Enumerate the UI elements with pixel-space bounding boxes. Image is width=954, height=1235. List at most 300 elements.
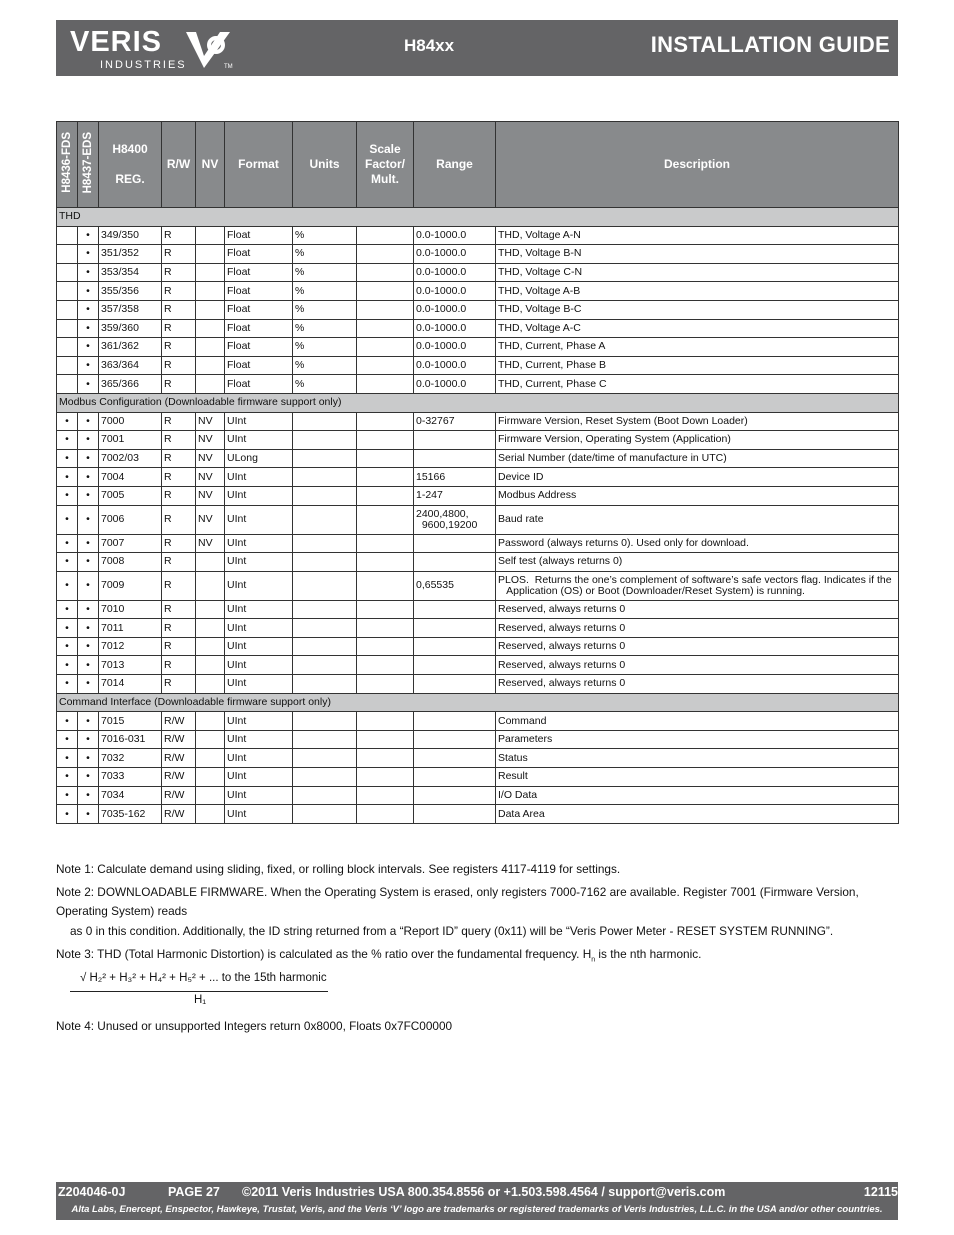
- cell-c2: •: [78, 226, 99, 245]
- cell-units: %: [293, 300, 357, 319]
- cell-reg: 7002/03: [99, 449, 162, 468]
- cell-desc: Baud rate: [496, 505, 899, 534]
- cell-reg: 7001: [99, 431, 162, 450]
- cell-units: %: [293, 226, 357, 245]
- cell-units: [293, 619, 357, 638]
- cell-c1: •: [57, 637, 78, 656]
- table-row: [57, 656, 899, 675]
- register-table: [56, 121, 899, 824]
- cell-rw: R: [162, 319, 196, 338]
- cell-scale: [357, 412, 414, 431]
- cell-units: [293, 449, 357, 468]
- section-header-row: [57, 693, 899, 712]
- cell-desc: THD, Voltage B-N: [496, 245, 899, 264]
- cell-units: [293, 675, 357, 694]
- cell-units: [293, 600, 357, 619]
- table-row: [57, 263, 899, 282]
- cell-c1: [57, 245, 78, 264]
- cell-reg: 7008: [99, 553, 162, 572]
- cell-c2: •: [78, 534, 99, 553]
- table-row: [57, 486, 899, 505]
- cell-c2: •: [78, 553, 99, 572]
- header-nv: NV: [196, 122, 225, 208]
- cell-c2: •: [78, 412, 99, 431]
- cell-rw: R: [162, 600, 196, 619]
- cell-c1: •: [57, 619, 78, 638]
- cell-rw: R: [162, 431, 196, 450]
- thd-formula: [56, 973, 898, 1017]
- cell-nv: NV: [196, 534, 225, 553]
- cell-nv: [196, 600, 225, 619]
- cell-desc: Reserved, always returns 0: [496, 656, 899, 675]
- cell-c2: •: [78, 263, 99, 282]
- cell-fmt: UInt: [225, 553, 293, 572]
- cell-nv: [196, 338, 225, 357]
- cell-scale: [357, 300, 414, 319]
- cell-rw: R: [162, 553, 196, 572]
- cell-reg: 7035-162: [99, 805, 162, 824]
- cell-range: 0.0-1000.0: [414, 226, 496, 245]
- cell-fmt: UInt: [225, 712, 293, 731]
- section-header-row: [57, 208, 899, 227]
- cell-c2: •: [78, 656, 99, 675]
- cell-c1: •: [57, 534, 78, 553]
- cell-nv: [196, 571, 225, 600]
- cell-scale: [357, 712, 414, 731]
- cell-range: 0.0-1000.0: [414, 375, 496, 394]
- cell-c1: •: [57, 712, 78, 731]
- cell-c1: •: [57, 805, 78, 824]
- table-row: [57, 226, 899, 245]
- cell-c1: [57, 282, 78, 301]
- cell-units: %: [293, 375, 357, 394]
- table-row: [57, 786, 899, 805]
- formula-denominator: H₁: [194, 994, 207, 1007]
- cell-range: 0.0-1000.0: [414, 338, 496, 357]
- cell-rw: R: [162, 338, 196, 357]
- cell-units: [293, 656, 357, 675]
- cell-c2: •: [78, 571, 99, 600]
- cell-desc: Reserved, always returns 0: [496, 637, 899, 656]
- cell-c1: •: [57, 730, 78, 749]
- cell-reg: 365/366: [99, 375, 162, 394]
- cell-scale: [357, 263, 414, 282]
- cell-fmt: UInt: [225, 786, 293, 805]
- cell-fmt: UInt: [225, 571, 293, 600]
- cell-c1: [57, 300, 78, 319]
- table-row: [57, 805, 899, 824]
- cell-desc: THD, Voltage A-N: [496, 226, 899, 245]
- cell-nv: NV: [196, 412, 225, 431]
- cell-range: [414, 619, 496, 638]
- table-row: [57, 449, 899, 468]
- header-description: Description: [496, 122, 899, 208]
- cell-c1: [57, 338, 78, 357]
- cell-rw: R: [162, 449, 196, 468]
- cell-fmt: UInt: [225, 637, 293, 656]
- cell-desc: Firmware Version, Operating System (Application): [496, 431, 899, 450]
- cell-fmt: Float: [225, 356, 293, 375]
- logo-wordmark: VERIS: [70, 26, 163, 58]
- section-title: Command Interface (Downloadable firmware support only): [57, 693, 899, 712]
- cell-c1: [57, 226, 78, 245]
- cell-rw: R: [162, 375, 196, 394]
- cell-scale: [357, 375, 414, 394]
- cell-scale: [357, 768, 414, 787]
- cell-c2: •: [78, 786, 99, 805]
- cell-desc: Data Area: [496, 805, 899, 824]
- cell-c2: •: [78, 675, 99, 694]
- cell-range: 0-32767: [414, 412, 496, 431]
- cell-nv: NV: [196, 468, 225, 487]
- cell-c2: •: [78, 637, 99, 656]
- cell-nv: [196, 675, 225, 694]
- cell-scale: [357, 656, 414, 675]
- cell-nv: [196, 356, 225, 375]
- cell-scale: [357, 282, 414, 301]
- cell-units: [293, 805, 357, 824]
- cell-rw: R: [162, 571, 196, 600]
- cell-nv: [196, 553, 225, 572]
- cell-scale: [357, 637, 414, 656]
- cell-rw: R: [162, 412, 196, 431]
- cell-units: %: [293, 282, 357, 301]
- cell-rw: R: [162, 486, 196, 505]
- cell-reg: 7009: [99, 571, 162, 600]
- cell-units: [293, 468, 357, 487]
- table-row: [57, 319, 899, 338]
- cell-reg: 7010: [99, 600, 162, 619]
- cell-c2: •: [78, 245, 99, 264]
- cell-c1: •: [57, 553, 78, 572]
- cell-units: %: [293, 319, 357, 338]
- cell-range: [414, 534, 496, 553]
- cell-scale: [357, 600, 414, 619]
- table-row: [57, 730, 899, 749]
- cell-range: 15166: [414, 468, 496, 487]
- table-row: [57, 712, 899, 731]
- cell-c2: •: [78, 712, 99, 731]
- cell-reg: 7013: [99, 656, 162, 675]
- cell-nv: [196, 786, 225, 805]
- cell-c2: •: [78, 768, 99, 787]
- cell-fmt: UInt: [225, 534, 293, 553]
- cell-scale: [357, 505, 414, 534]
- cell-scale: [357, 534, 414, 553]
- formula-numerator: √ H₂² + H₃² + H₄² + H₅² + ... to the 15th harmonic: [80, 972, 327, 985]
- table-row: [57, 534, 899, 553]
- cell-c2: •: [78, 449, 99, 468]
- page-footer: [56, 1182, 898, 1220]
- cell-range: [414, 600, 496, 619]
- cell-fmt: UInt: [225, 412, 293, 431]
- cell-desc: Reserved, always returns 0: [496, 619, 899, 638]
- cell-fmt: Float: [225, 245, 293, 264]
- cell-range: 0.0-1000.0: [414, 356, 496, 375]
- cell-desc: Parameters: [496, 730, 899, 749]
- cell-reg: 363/364: [99, 356, 162, 375]
- copyright-contact: ©2011 Veris Industries USA 800.354.8556 or +1.503.598.4564 / support@veris.com: [242, 1185, 726, 1199]
- cell-range: [414, 637, 496, 656]
- cell-fmt: UInt: [225, 749, 293, 768]
- cell-c1: •: [57, 600, 78, 619]
- cell-c1: •: [57, 468, 78, 487]
- cell-fmt: UInt: [225, 431, 293, 450]
- cell-reg: 359/360: [99, 319, 162, 338]
- cell-range: [414, 730, 496, 749]
- cell-fmt: UInt: [225, 619, 293, 638]
- cell-nv: [196, 300, 225, 319]
- cell-units: [293, 431, 357, 450]
- cell-c2: •: [78, 619, 99, 638]
- cell-nv: [196, 768, 225, 787]
- cell-units: %: [293, 338, 357, 357]
- cell-fmt: UInt: [225, 730, 293, 749]
- table-row: [57, 637, 899, 656]
- note-3: Note 3: THD (Total Harmonic Distortion) is calculated as the % ratio over the fundamental frequency. $H_n$ is the nth harmonic.: [56, 946, 702, 964]
- cell-c2: •: [78, 505, 99, 534]
- cell-desc: THD, Current, Phase A: [496, 338, 899, 357]
- table-row: [57, 431, 899, 450]
- cell-nv: NV: [196, 505, 225, 534]
- cell-reg: 7033: [99, 768, 162, 787]
- doc-number: Z204046-0J: [58, 1185, 126, 1199]
- cell-scale: [357, 245, 414, 264]
- cell-c1: •: [57, 675, 78, 694]
- section-title: Modbus Configuration (Downloadable firmware support only): [57, 393, 899, 412]
- cell-fmt: UInt: [225, 805, 293, 824]
- cell-scale: [357, 786, 414, 805]
- cell-rw: R: [162, 675, 196, 694]
- cell-reg: 7012: [99, 637, 162, 656]
- cell-fmt: UInt: [225, 486, 293, 505]
- notes-section: [56, 860, 898, 1041]
- page-header: [56, 20, 898, 76]
- cell-c2: •: [78, 486, 99, 505]
- trademark-notice: Alta Labs, Enercept, Enspector, Hawkeye, Trustat, Veris, and the Veris ‘V’ logo are trademarks or registered trademarks of Veris Industries, L.L.C. in the USA and/or other countries.: [71, 1204, 883, 1215]
- cell-desc: THD, Voltage A-C: [496, 319, 899, 338]
- cell-nv: [196, 730, 225, 749]
- cell-range: 0.0-1000.0: [414, 263, 496, 282]
- cell-fmt: ULong: [225, 449, 293, 468]
- cell-units: [293, 786, 357, 805]
- cell-desc: Password (always returns 0). Used only for download.: [496, 534, 899, 553]
- cell-desc: PLOS. Returns the one’s complement of software’s safe vectors flag. Indicates if the Application (OS) or Boot (Downloader/Reset System) is running.: [496, 571, 899, 600]
- cell-rw: R: [162, 282, 196, 301]
- header-range: Range: [414, 122, 496, 208]
- cell-desc: Reserved, always returns 0: [496, 600, 899, 619]
- cell-nv: [196, 282, 225, 301]
- cell-nv: [196, 226, 225, 245]
- logo-subtitle: INDUSTRIES: [100, 59, 187, 71]
- cell-scale: [357, 730, 414, 749]
- cell-reg: 7007: [99, 534, 162, 553]
- cell-nv: NV: [196, 431, 225, 450]
- table-row: [57, 553, 899, 572]
- table-row: [57, 619, 899, 638]
- cell-units: [293, 505, 357, 534]
- table-row: [57, 571, 899, 600]
- cell-c2: •: [78, 431, 99, 450]
- cell-scale: [357, 486, 414, 505]
- note-1: Note 1: Calculate demand using sliding, fixed, or rolling block intervals. See registers 4117-4119 for settings.: [56, 862, 621, 876]
- cell-c1: [57, 263, 78, 282]
- cell-range: [414, 675, 496, 694]
- cell-scale: [357, 449, 414, 468]
- table-row: [57, 412, 899, 431]
- table-row: [57, 468, 899, 487]
- table-row: [57, 245, 899, 264]
- cell-c2: •: [78, 600, 99, 619]
- cell-desc: THD, Voltage C-N: [496, 263, 899, 282]
- note-2: Note 2: DOWNLOADABLE FIRMWARE. When the Operating System is erased, only registers 7000-7162 are available. Register 7001 (Firmware Version, Operating System) reads as 0 in this condition. Additionally, the ID string returned from a “Report ID” query (0x11) will be “Veris Power Meter - RESET SYSTEM RUNNING”.: [56, 885, 859, 938]
- cell-c2: •: [78, 805, 99, 824]
- cell-c1: •: [57, 449, 78, 468]
- cell-range: [414, 656, 496, 675]
- table-row: [57, 300, 899, 319]
- cell-desc: Command: [496, 712, 899, 731]
- cell-desc: Firmware Version, Reset System (Boot Down Loader): [496, 412, 899, 431]
- cell-desc: THD, Current, Phase C: [496, 375, 899, 394]
- cell-desc: THD, Voltage B-C: [496, 300, 899, 319]
- cell-c1: •: [57, 505, 78, 534]
- header-h8436: H8436-FDS: [57, 122, 78, 208]
- cell-rw: R/W: [162, 730, 196, 749]
- cell-desc: Reserved, always returns 0: [496, 675, 899, 694]
- cell-c2: •: [78, 356, 99, 375]
- cell-units: [293, 730, 357, 749]
- cell-fmt: Float: [225, 282, 293, 301]
- cell-c1: [57, 356, 78, 375]
- cell-fmt: UInt: [225, 505, 293, 534]
- veris-logo: [66, 26, 236, 74]
- cell-units: [293, 637, 357, 656]
- cell-desc: Modbus Address: [496, 486, 899, 505]
- cell-range: 0,65535: [414, 571, 496, 600]
- cell-c1: •: [57, 571, 78, 600]
- cell-units: [293, 553, 357, 572]
- header-units: Units: [293, 122, 357, 208]
- cell-scale: [357, 619, 414, 638]
- cell-desc: Status: [496, 749, 899, 768]
- cell-nv: [196, 805, 225, 824]
- cell-fmt: UInt: [225, 656, 293, 675]
- cell-reg: 7000: [99, 412, 162, 431]
- cell-scale: [357, 431, 414, 450]
- cell-reg: 7015: [99, 712, 162, 731]
- cell-range: [414, 431, 496, 450]
- cell-range: 0.0-1000.0: [414, 300, 496, 319]
- table-row: [57, 600, 899, 619]
- cell-c1: •: [57, 412, 78, 431]
- cell-c1: [57, 319, 78, 338]
- cell-rw: R: [162, 468, 196, 487]
- header-h8437: H8437-EDS: [78, 122, 99, 208]
- cell-range: 0.0-1000.0: [414, 319, 496, 338]
- cell-nv: [196, 656, 225, 675]
- cell-nv: [196, 712, 225, 731]
- cell-reg: 7005: [99, 486, 162, 505]
- cell-units: [293, 534, 357, 553]
- table-row: [57, 749, 899, 768]
- cell-range: 1-247: [414, 486, 496, 505]
- cell-range: 0.0-1000.0: [414, 282, 496, 301]
- cell-reg: 7004: [99, 468, 162, 487]
- cell-c2: •: [78, 730, 99, 749]
- cell-scale: [357, 553, 414, 572]
- cell-units: %: [293, 245, 357, 264]
- cell-c2: •: [78, 300, 99, 319]
- table-row: [57, 768, 899, 787]
- table-row: [57, 675, 899, 694]
- header-format: Format: [225, 122, 293, 208]
- cell-c1: •: [57, 786, 78, 805]
- model-title: H84xx: [404, 36, 455, 55]
- header-rw: R/W: [162, 122, 196, 208]
- table-row: [57, 375, 899, 394]
- cell-range: [414, 712, 496, 731]
- cell-c2: •: [78, 375, 99, 394]
- section-header-row: [57, 393, 899, 412]
- guide-title: INSTALLATION GUIDE: [650, 32, 890, 57]
- cell-rw: R: [162, 245, 196, 264]
- cell-rw: R: [162, 637, 196, 656]
- cell-rw: R: [162, 300, 196, 319]
- cell-scale: [357, 226, 414, 245]
- cell-rw: R: [162, 263, 196, 282]
- cell-units: [293, 749, 357, 768]
- cell-scale: [357, 338, 414, 357]
- cell-reg: 351/352: [99, 245, 162, 264]
- cell-reg: 357/358: [99, 300, 162, 319]
- cell-nv: [196, 637, 225, 656]
- cell-scale: [357, 749, 414, 768]
- header-reg: H8400 REG.: [99, 122, 162, 208]
- cell-nv: [196, 245, 225, 264]
- cell-scale: [357, 356, 414, 375]
- cell-rw: R: [162, 534, 196, 553]
- cell-scale: [357, 805, 414, 824]
- cell-c1: •: [57, 486, 78, 505]
- cell-units: %: [293, 356, 357, 375]
- cell-reg: 7034: [99, 786, 162, 805]
- cell-scale: [357, 319, 414, 338]
- cell-rw: R/W: [162, 768, 196, 787]
- cell-desc: THD, Voltage A-B: [496, 282, 899, 301]
- cell-range: 0.0-1000.0: [414, 245, 496, 264]
- cell-rw: R/W: [162, 786, 196, 805]
- cell-units: [293, 486, 357, 505]
- cell-desc: I/O Data: [496, 786, 899, 805]
- cell-reg: 361/362: [99, 338, 162, 357]
- cell-scale: [357, 468, 414, 487]
- cell-nv: [196, 319, 225, 338]
- cell-units: [293, 412, 357, 431]
- cell-range: 2400,4800, 9600,19200: [414, 505, 496, 534]
- cell-rw: R/W: [162, 712, 196, 731]
- cell-range: [414, 786, 496, 805]
- cell-units: %: [293, 263, 357, 282]
- table-body: [57, 208, 899, 824]
- cell-fmt: Float: [225, 226, 293, 245]
- cell-reg: 7016-031: [99, 730, 162, 749]
- cell-c1: [57, 375, 78, 394]
- cell-nv: [196, 619, 225, 638]
- cell-reg: 349/350: [99, 226, 162, 245]
- cell-fmt: Float: [225, 263, 293, 282]
- cell-fmt: UInt: [225, 468, 293, 487]
- cell-scale: [357, 571, 414, 600]
